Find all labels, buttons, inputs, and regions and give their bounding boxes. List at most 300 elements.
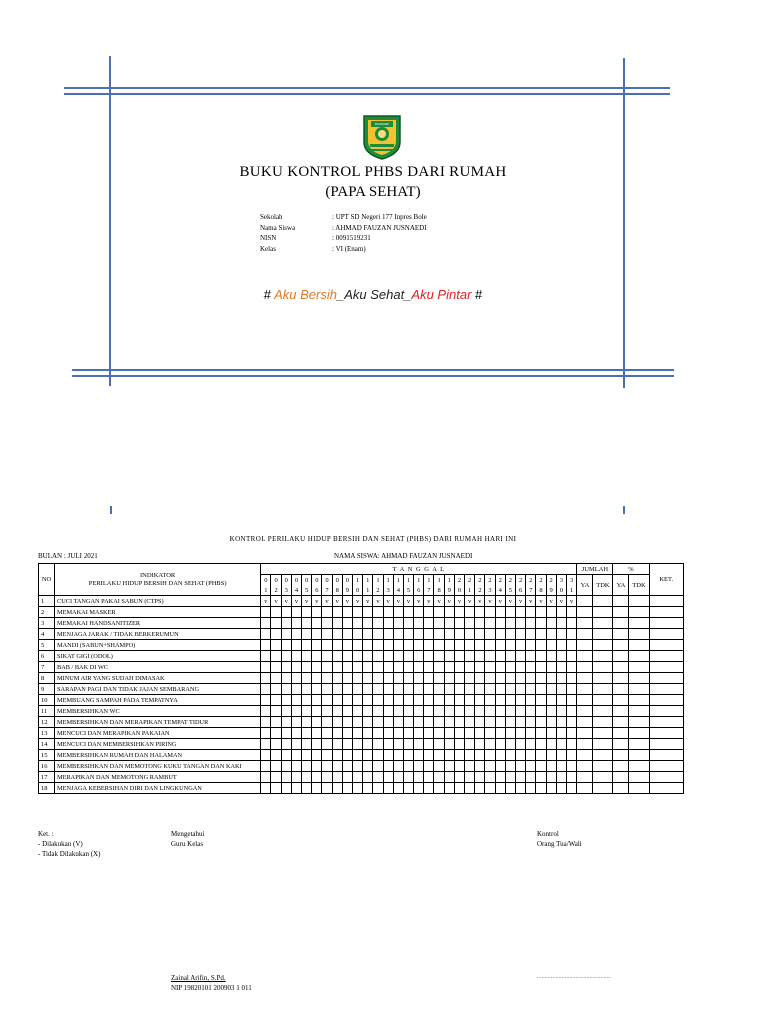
day-cell: [424, 673, 434, 684]
row-indicator: MEMBUANG SAMPAH PADA TEMPATNYA: [55, 695, 261, 706]
ket-cell: [649, 640, 684, 651]
day-cell: [515, 684, 525, 695]
day-cell: [526, 717, 536, 728]
day-cell: [546, 772, 556, 783]
day-cell: [536, 717, 546, 728]
day-cell: [454, 761, 464, 772]
day-cell: [332, 750, 342, 761]
day-cell: [465, 651, 475, 662]
frame-line-bottom-2: [72, 375, 674, 377]
day-cell: [322, 684, 332, 695]
day-cell: [495, 728, 505, 739]
day-cell: [434, 629, 444, 640]
row-indicator: MENCUCI DAN MERAPIKAN PAKAIAN: [55, 728, 261, 739]
day-cell: [454, 750, 464, 761]
day-cell: [465, 717, 475, 728]
day-cell: [444, 673, 454, 684]
day-cell: [322, 640, 332, 651]
summary-cell: [629, 695, 649, 706]
day-cell: [302, 783, 312, 794]
day-cell: [403, 761, 413, 772]
slogan-hash-close: #: [475, 287, 483, 302]
day-cell: [454, 706, 464, 717]
day-cell: [424, 750, 434, 761]
row-indicator: MENJAGA JARAK / TIDAK BERKERUMUN: [55, 629, 261, 640]
day-cell: [302, 684, 312, 695]
day-cell: [454, 607, 464, 618]
row-number: 1: [39, 596, 55, 607]
day-cell: [271, 706, 281, 717]
day-cell: [444, 651, 454, 662]
day-cell: [465, 706, 475, 717]
day-cell: [485, 673, 495, 684]
day-cell: [291, 772, 301, 783]
day-cell: [302, 750, 312, 761]
day-cell: [485, 684, 495, 695]
row-indicator: SARAPAN PAGI DAN TIDAK JAJAN SEMBARANG: [55, 684, 261, 695]
frame-tick-right: [623, 506, 625, 514]
summary-cell: [593, 706, 613, 717]
legend: [38, 829, 100, 859]
day-cell: [312, 717, 322, 728]
day-cell: [393, 640, 403, 651]
day-cell: [444, 750, 454, 761]
slogan-part-sehat: _Aku Sehat_: [336, 287, 412, 302]
day-cell: [495, 607, 505, 618]
day-cell: [515, 629, 525, 640]
day-cell: [515, 651, 525, 662]
day-cell: [302, 739, 312, 750]
summary-cell: [613, 684, 629, 695]
day-units: 8: [536, 585, 546, 596]
day-cell: [332, 662, 342, 673]
day-units: 4: [291, 585, 301, 596]
day-cell: [363, 607, 373, 618]
day-cell: [566, 629, 577, 640]
day-tens: 1: [403, 575, 413, 586]
day-cell: [495, 618, 505, 629]
day-tens: 3: [556, 575, 566, 586]
day-cell: [261, 673, 271, 684]
day-cell: [566, 618, 577, 629]
day-cell: [505, 717, 515, 728]
day-cell: [312, 772, 322, 783]
regency-crest-icon: [360, 112, 404, 160]
day-cell: [526, 706, 536, 717]
day-cell: [261, 706, 271, 717]
day-cell: [322, 750, 332, 761]
day-tens: 0: [271, 575, 281, 586]
day-cell: [393, 673, 403, 684]
table-row: [39, 761, 684, 772]
day-tens: 0: [332, 575, 342, 586]
summary-cell: [629, 739, 649, 750]
day-cell: v: [546, 596, 556, 607]
header-indicator: [55, 564, 261, 596]
row-number: 4: [39, 629, 55, 640]
day-cell: [281, 684, 291, 695]
day-cell: [475, 618, 485, 629]
day-cell: [312, 607, 322, 618]
day-cell: [312, 783, 322, 794]
summary-cell: [613, 750, 629, 761]
day-units: 3: [281, 585, 291, 596]
summary-cell: [593, 662, 613, 673]
row-number: 2: [39, 607, 55, 618]
day-units: 0: [454, 585, 464, 596]
row-indicator: MEMBERSIHKAN RUMAH DAN HALAMAN: [55, 750, 261, 761]
summary-cell: [593, 750, 613, 761]
summary-cell: [613, 596, 629, 607]
day-cell: [454, 717, 464, 728]
day-cell: [515, 695, 525, 706]
day-cell: [352, 739, 362, 750]
day-units: 6: [515, 585, 525, 596]
summary-cell: [577, 684, 593, 695]
day-cell: [485, 640, 495, 651]
parent-role: Orang Tua/Wali: [537, 840, 582, 848]
summary-cell: [629, 673, 649, 684]
day-cell: [536, 684, 546, 695]
summary-cell: [577, 695, 593, 706]
day-tens: 1: [444, 575, 454, 586]
day-cell: [373, 739, 383, 750]
day-cell: [322, 629, 332, 640]
info-value: : 0091519231: [332, 234, 371, 242]
day-cell: [505, 673, 515, 684]
day-tens: 3: [566, 575, 577, 586]
day-cell: [373, 772, 383, 783]
row-indicator: CUCI TANGAN PAKAI SABUN (CTPS): [55, 596, 261, 607]
summary-cell: [613, 607, 629, 618]
summary-cell: [629, 706, 649, 717]
day-cell: [332, 783, 342, 794]
day-cell: v: [536, 596, 546, 607]
day-cell: [281, 761, 291, 772]
day-cell: [383, 772, 393, 783]
day-cell: [312, 640, 322, 651]
day-cell: [383, 695, 393, 706]
day-cell: [475, 761, 485, 772]
day-cell: [424, 728, 434, 739]
day-cell: [526, 772, 536, 783]
day-cell: [546, 739, 556, 750]
row-indicator: BAB / BAK DI WC: [55, 662, 261, 673]
summary-cell: [593, 640, 613, 651]
frame-tick-left: [110, 506, 112, 514]
day-cell: [383, 750, 393, 761]
day-cell: [352, 618, 362, 629]
day-cell: [444, 728, 454, 739]
day-cell: [363, 761, 373, 772]
row-number: 8: [39, 673, 55, 684]
summary-cell: [629, 596, 649, 607]
day-units: 1: [363, 585, 373, 596]
day-cell: [373, 728, 383, 739]
summary-cell: [593, 651, 613, 662]
day-cell: [271, 673, 281, 684]
ket-cell: [649, 596, 684, 607]
table-row: [39, 783, 684, 794]
day-cell: v: [434, 596, 444, 607]
day-cell: [312, 651, 322, 662]
summary-cell: [577, 673, 593, 684]
day-cell: [536, 618, 546, 629]
day-cell: [312, 673, 322, 684]
day-cell: [302, 706, 312, 717]
summary-cell: [577, 662, 593, 673]
day-cell: [526, 761, 536, 772]
day-cell: [434, 761, 444, 772]
day-cell: [495, 695, 505, 706]
day-cell: [342, 618, 352, 629]
day-cell: [566, 706, 577, 717]
day-cell: [383, 662, 393, 673]
day-cell: [352, 706, 362, 717]
day-units: 1: [465, 585, 475, 596]
day-cell: [424, 629, 434, 640]
day-cell: [291, 695, 301, 706]
day-tens: 1: [434, 575, 444, 586]
day-units: 9: [546, 585, 556, 596]
day-cell: [363, 772, 373, 783]
legend-not-done: - Tidak Dilakukan (X): [38, 850, 101, 858]
table-row: [39, 673, 684, 684]
day-cell: [505, 728, 515, 739]
day-cell: [465, 684, 475, 695]
day-cell: v: [342, 596, 352, 607]
day-cell: [546, 629, 556, 640]
day-cell: v: [556, 596, 566, 607]
day-cell: [281, 750, 291, 761]
day-cell: [515, 739, 525, 750]
summary-cell: [629, 717, 649, 728]
header-percent-ya: YA: [613, 575, 629, 596]
day-cell: [342, 695, 352, 706]
day-cell: [414, 695, 424, 706]
day-cell: [546, 728, 556, 739]
day-cell: [424, 662, 434, 673]
day-cell: [291, 629, 301, 640]
day-cell: [363, 673, 373, 684]
ket-cell: [649, 695, 684, 706]
day-cell: [424, 607, 434, 618]
day-cell: [505, 607, 515, 618]
day-cell: [475, 750, 485, 761]
day-cell: [505, 783, 515, 794]
day-cell: [444, 772, 454, 783]
day-cell: v: [566, 596, 577, 607]
day-cell: [444, 706, 454, 717]
day-units: 5: [403, 585, 413, 596]
day-cell: [332, 607, 342, 618]
day-cell: [465, 662, 475, 673]
day-cell: [332, 640, 342, 651]
day-cell: [322, 783, 332, 794]
day-cell: [505, 772, 515, 783]
day-cell: [342, 706, 352, 717]
day-tens: 0: [261, 575, 271, 586]
day-cell: [291, 607, 301, 618]
row-number: 14: [39, 739, 55, 750]
day-cell: v: [291, 596, 301, 607]
day-cell: [363, 651, 373, 662]
day-cell: v: [271, 596, 281, 607]
day-cell: [414, 783, 424, 794]
day-cell: v: [302, 596, 312, 607]
day-cell: [444, 761, 454, 772]
day-cell: [302, 640, 312, 651]
day-cell: [536, 607, 546, 618]
day-cell: [495, 739, 505, 750]
day-cell: [475, 739, 485, 750]
day-cell: [536, 750, 546, 761]
summary-cell: [613, 783, 629, 794]
day-cell: [291, 739, 301, 750]
table-row: [39, 750, 684, 761]
day-cell: [536, 651, 546, 662]
day-cell: [383, 706, 393, 717]
day-cell: [393, 706, 403, 717]
frame-line-top-1: [64, 87, 670, 89]
day-cell: [291, 673, 301, 684]
day-cell: [363, 684, 373, 695]
day-cell: [444, 739, 454, 750]
day-cell: [505, 618, 515, 629]
day-cell: [403, 662, 413, 673]
day-cell: [485, 706, 495, 717]
row-indicator: MEMAKAI HANDSANITIZER: [55, 618, 261, 629]
day-cell: [373, 761, 383, 772]
summary-cell: [577, 728, 593, 739]
day-cell: [403, 684, 413, 695]
day-cell: [465, 750, 475, 761]
day-cell: [373, 673, 383, 684]
day-cell: [342, 739, 352, 750]
day-cell: [383, 651, 393, 662]
day-cell: [332, 728, 342, 739]
cover-subtitle: (PAPA SEHAT): [325, 184, 421, 200]
day-cell: [352, 728, 362, 739]
table-row: [39, 728, 684, 739]
info-label: NISN: [260, 234, 277, 242]
day-cell: [485, 761, 495, 772]
day-cell: [454, 640, 464, 651]
summary-cell: [593, 618, 613, 629]
day-cell: [546, 607, 556, 618]
table-row: [39, 662, 684, 673]
info-value: : UPT SD Negeri 177 Inpres Bole: [332, 213, 427, 221]
day-cell: [352, 629, 362, 640]
day-cell: [373, 607, 383, 618]
day-cell: [302, 761, 312, 772]
day-cell: [342, 651, 352, 662]
day-cell: [373, 640, 383, 651]
header-percent-tdk: TDK: [629, 575, 649, 596]
teacher-signature: [171, 973, 252, 993]
day-cell: [373, 651, 383, 662]
day-cell: [342, 640, 352, 651]
day-cell: [403, 640, 413, 651]
day-units: 5: [505, 585, 515, 596]
day-tens: 0: [281, 575, 291, 586]
day-cell: [291, 640, 301, 651]
day-cell: [261, 761, 271, 772]
day-cell: [465, 640, 475, 651]
day-cell: [495, 761, 505, 772]
day-cell: [454, 662, 464, 673]
day-cell: v: [322, 596, 332, 607]
summary-cell: [613, 662, 629, 673]
day-cell: [261, 640, 271, 651]
row-number: 17: [39, 772, 55, 783]
day-cell: [424, 651, 434, 662]
row-indicator: MEMAKAI MASKER: [55, 607, 261, 618]
day-cell: [414, 618, 424, 629]
day-cell: [515, 783, 525, 794]
day-cell: [393, 761, 403, 772]
day-cell: [556, 695, 566, 706]
day-cell: [322, 706, 332, 717]
day-cell: [373, 662, 383, 673]
summary-cell: [629, 750, 649, 761]
frame-line-left: [109, 56, 111, 386]
day-cell: [515, 772, 525, 783]
day-cell: [526, 629, 536, 640]
day-cell: [403, 651, 413, 662]
day-cell: [505, 662, 515, 673]
day-cell: [556, 684, 566, 695]
legend-title: Ket. :: [38, 830, 54, 838]
day-cell: [281, 673, 291, 684]
day-cell: [261, 651, 271, 662]
day-cell: [475, 607, 485, 618]
day-units: 0: [556, 585, 566, 596]
day-cell: [352, 607, 362, 618]
header-jumlah-tdk: TDK: [593, 575, 613, 596]
day-tens: 2: [475, 575, 485, 586]
day-cell: [383, 607, 393, 618]
day-cell: [332, 717, 342, 728]
day-cell: [536, 695, 546, 706]
day-cell: [352, 761, 362, 772]
cover-title: BUKU KONTROL PHBS DARI RUMAH: [239, 164, 507, 180]
day-cell: [393, 618, 403, 629]
day-cell: [495, 640, 505, 651]
day-cell: [312, 684, 322, 695]
day-cell: [546, 717, 556, 728]
day-cell: [342, 772, 352, 783]
day-cell: v: [475, 596, 485, 607]
day-cell: [454, 629, 464, 640]
summary-cell: [613, 629, 629, 640]
summary-cell: [593, 673, 613, 684]
day-cell: [515, 673, 525, 684]
day-cell: [342, 684, 352, 695]
day-cell: [332, 761, 342, 772]
day-cell: [291, 618, 301, 629]
day-cell: [352, 684, 362, 695]
day-cell: [271, 695, 281, 706]
day-cell: [495, 717, 505, 728]
ket-cell: [649, 684, 684, 695]
day-cell: [312, 728, 322, 739]
day-cell: v: [373, 596, 383, 607]
day-cell: [271, 662, 281, 673]
day-cell: [383, 618, 393, 629]
teacher-name: Zainal Arifin, S.Pd.: [171, 974, 226, 982]
day-cell: [556, 640, 566, 651]
